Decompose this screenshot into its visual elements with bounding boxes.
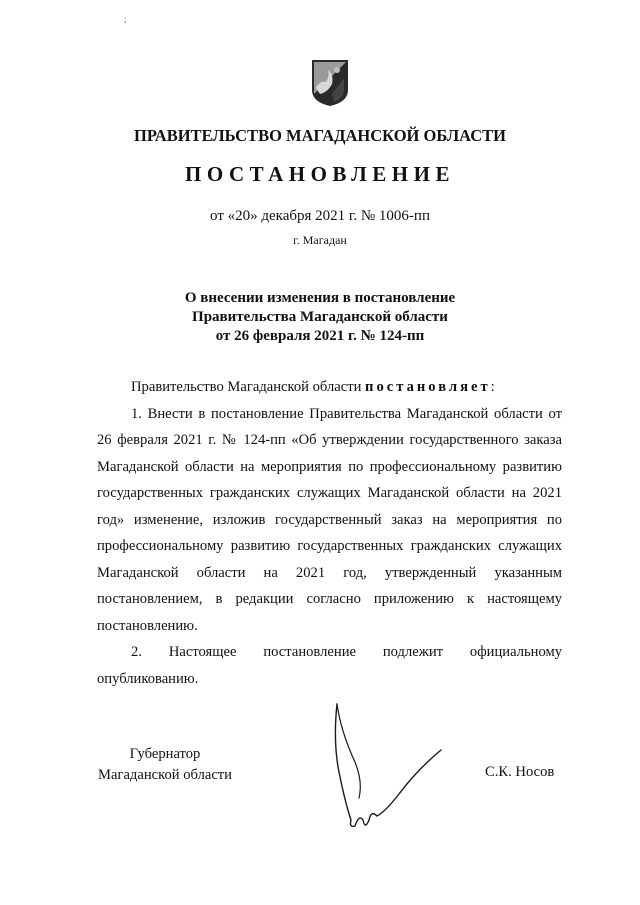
subject-line-2: Правительства Магаданской области <box>192 309 448 325</box>
subject-line-1: О внесении изменения в постановление <box>184 290 456 306</box>
signatory-title-line-2: Магаданской области <box>98 767 232 783</box>
signatory-name: С.К. Носов <box>485 764 555 780</box>
document-subject <box>0 289 640 346</box>
coat-of-arms-icon <box>310 58 350 108</box>
item-2-paragraph: 2. Настоящее постановление подлежит официальному опубликованию. <box>97 644 562 687</box>
handwritten-signature <box>325 702 445 837</box>
document-type: ПОСТАНОВЛЕНИЕ <box>185 162 455 186</box>
intro-resolves: постановляет <box>365 379 491 395</box>
intro-suffix: : <box>490 379 495 395</box>
intro-paragraph <box>97 374 562 401</box>
signatory-title-line-1: Губернатор <box>129 746 201 762</box>
signatory-title <box>95 744 235 786</box>
scan-mark: ; <box>124 14 127 24</box>
date-number-line: от «20» декабря 2021 г. № 1006-пп <box>210 208 430 224</box>
organization-name: ПРАВИТЕЛЬСТВО МАГАДАНСКОЙ ОБЛАСТИ <box>134 126 506 145</box>
document-body <box>97 374 562 692</box>
subject-line-3: от 26 февраля 2021 г. № 124-пп <box>215 328 425 344</box>
city-line: г. Магадан <box>293 233 347 247</box>
item-1-paragraph: 1. Внести в постановление Правительства Магаданской области от 26 февраля 2021 г. № 124-пп «Об утверждении государственного заказа Магаданской области на мероприятия по профессиональному развитию государственных гражданских служащих Магаданской области на 2021 год» изменение, изложив государственный заказ на мероприятия по профессиональному развитию государственных гражданских служащих Магаданской области на 2021 год, утвержденный указанным постановлением, в редакции согласно приложению к настоящему постановлению. <box>97 405 562 634</box>
intro-prefix: Правительство Магаданской области <box>131 379 366 395</box>
